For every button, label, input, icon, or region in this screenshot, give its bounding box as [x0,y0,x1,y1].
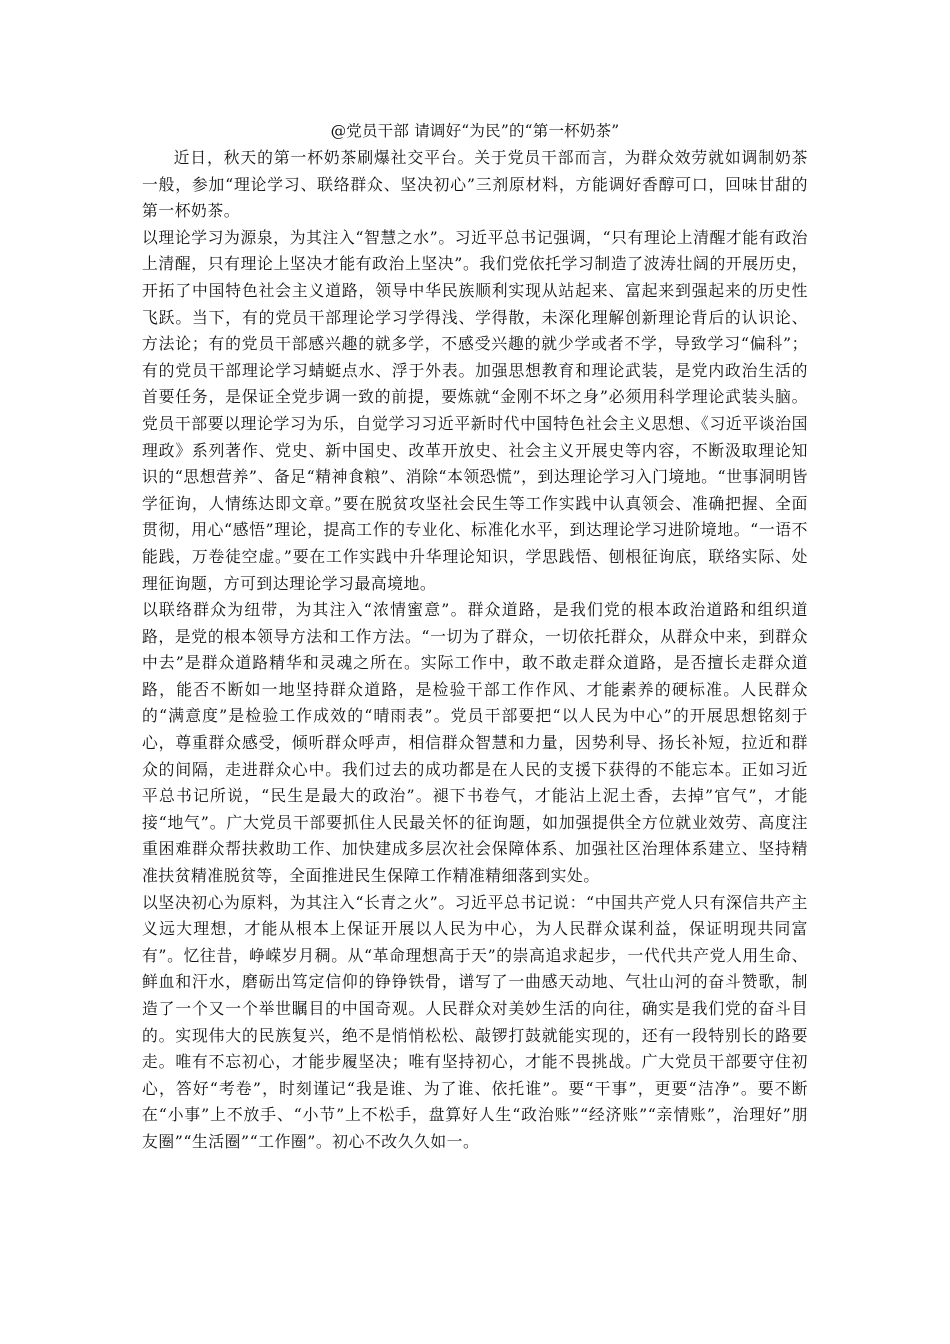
paragraph-intro: 近日，秋天的第一杯奶茶刷爆社交平台。关于党员干部而言，为群众效劳就如调制奶茶一般，参加“理论学习、联络群众、坚决初心”三剂原材料，方能调好香醇可口，回味甘甜的第一杯奶茶。 [142,148,808,221]
paragraph-theory-study: 以理论学习为源泉，为其注入“智慧之水”。习近平总书记强调，“只有理论上清醒才能有政治上清醒，只有理论上坚决才能有政治上坚决”。我们党依托学习制造了波涛壮阔的开展历史，开拓了中国特色社会主义道路，领导中华民族顺利实现从站起来、富起来到强起来的历史性飞跃。当下，有的党员干部理论学习学得浅、学得散，未深化理解创新理论背后的认识论、方法论；有的党员干部感兴趣的就多学，不感受兴趣的就少学或者不学，导致学习“偏科”；有的党员干部理论学习蜻蜓点水、浮于外表。加强思想教育和理论武装，是党内政治生活的首要任务，是保证全党步调一致的前提，要炼就“金刚不坏之身”必须用科学理论武装头脑。党员干部要以理论学习为乐，自觉学习习近平新时代中国特色社会主义思想、《习近平谈治国理政》系列著作、党史、新中国史、改革开放史、社会主义开展史等内容，不断汲取理论知识的“思想营养”、备足“精神食粮”、消除“本领恐慌”，到达理论学习入门境地。“世事洞明皆学征询，人情练达即文章。”要在脱贫攻坚社会民生等工作实践中认真领会、准确把握、全面贯彻，用心“感悟”理论，提高工作的专业化、标准化水平，到达理论学习进阶境地。“一语不能践，万卷徒空虚。”要在工作实践中升华理论知识，学思践悟、刨根征询底，联络实际、处理征询题，方可到达理论学习最高境地。 [142,227,808,593]
paragraph-contact-masses: 以联络群众为纽带，为其注入“浓情蜜意”。群众道路，是我们党的根本政治道路和组织道路，是党的根本领导方法和工作方法。“一切为了群众，一切依托群众，从群众中来，到群众中去”是群众道路精华和灵魂之所在。实际工作中，敢不敢走群众道路，是否擅长走群众道路，能否不断如一地坚持群众道路，是检验干部工作作风、才能素养的硬标准。人民群众的“满意度”是检验工作成效的“晴雨表”。党员干部要把“以人民为中心”的开展思想铭刻于心，尊重群众感受，倾听群众呼声，相信群众智慧和力量，因势利导、扬长补短，拉近和群众的间隔，走进群众心中。我们过去的成功都是在人民的支援下获得的不能忘本。正如习近平总书记所说，“民生是最大的政治”。褪下书卷气，才能沾上泥土香，去掉”官气”，才能接“地气”。广大党员干部要抓住人民最关怀的征询题，如加强提供全方位就业效劳、高度注重困难群众帮扶救助工作、加快建成多层次社会保障体系、加强社区治理体系建立、坚持精准扶贫精准脱贫等，全面推进民生保障工作精准精细落到实处。 [142,600,808,886]
document-title: @党员干部 请调好“为民”的“第一杯奶茶” [330,122,620,140]
paragraph-original-aspiration: 以坚决初心为原料，为其注入“长青之火”。习近平总书记说：“中国共产党人只有深信共产主义远大理想，才能从根本上保证开展以人民为中心，为人民群众谋利益，保证明现共同富有”。忆往昔，峥嵘岁月稠。从“革命理想高于天”的崇高追求起步，一代代共产党人用生命、鲜血和汗水，磨砺出笃定信仰的铮铮铁骨，谱写了一曲感天动地、气壮山河的奋斗赞歌，制造了一个又一个举世瞩目的中国奇观。人民群众对美妙生活的向往，确实是我们党的奋斗目的。实现伟大的民族复兴，绝不是悄悄松松、敲锣打鼓就能实现的，还有一段特别长的路要走。唯有不忘初心，才能步履坚决；唯有坚持初心，才能不畏挑战。广大党员干部要守住初心，答好“考卷”，时刻谨记“我是谁、为了谁、依托谁”。要“干事”，更要“洁净”。要不断在“小事”上不放手、“小节”上不松手，盘算好人生“政治账”“经济账”“亲情账”，治理好”朋友圈”“生活圈”“工作圈”。初心不改久久如一。 [142,892,808,1151]
document-page [142,118,808,1156]
